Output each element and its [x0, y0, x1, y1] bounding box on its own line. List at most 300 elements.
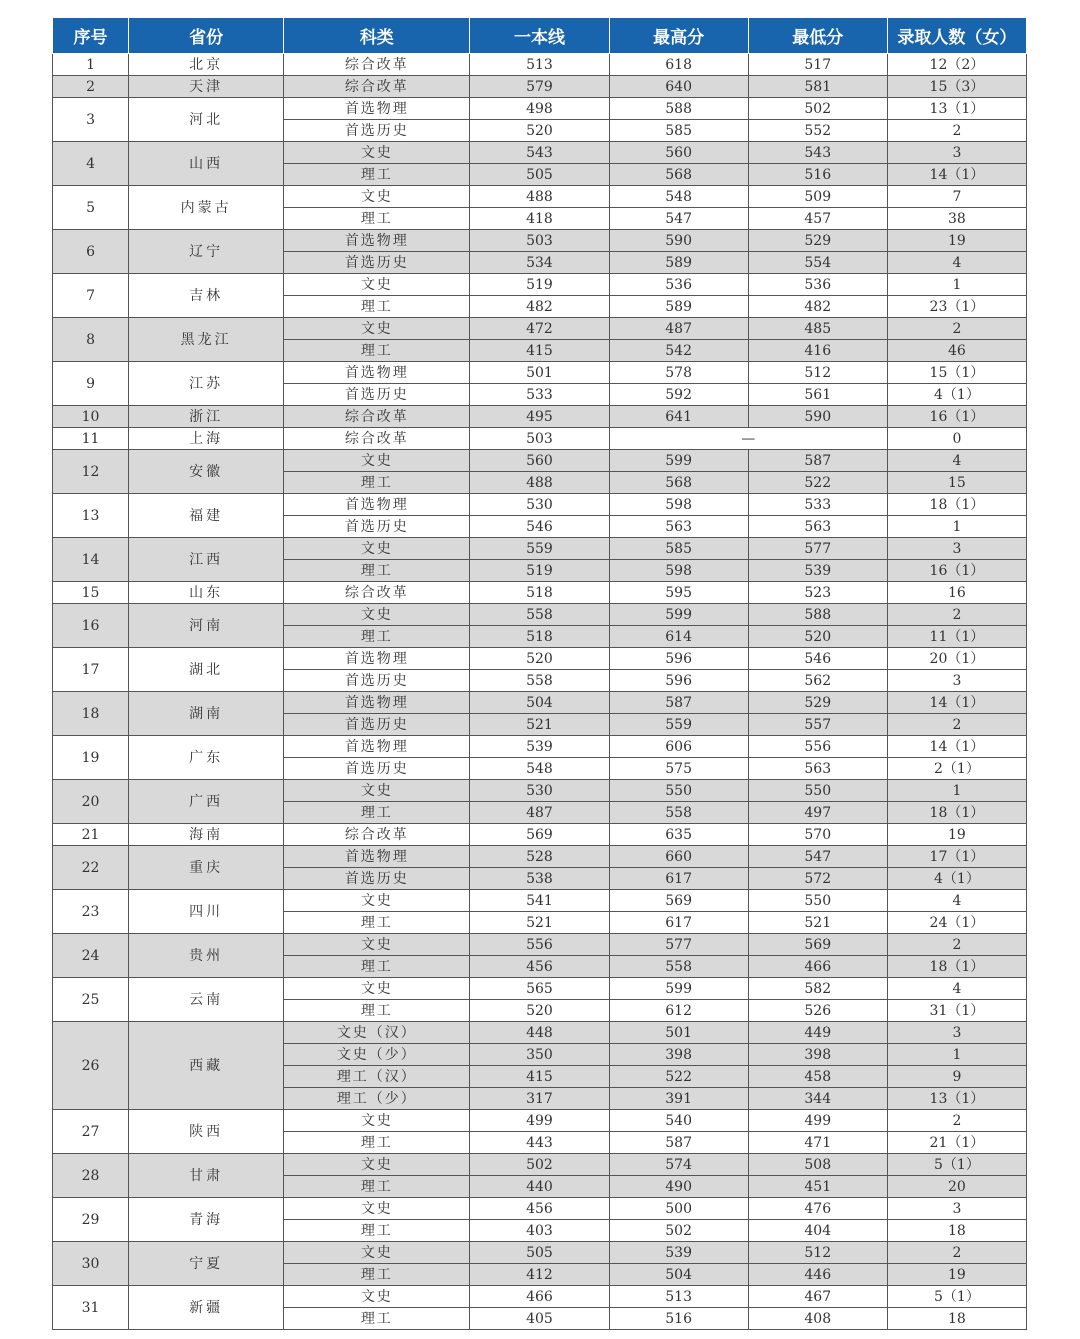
admission-score-table	[52, 17, 1027, 1330]
table-row	[53, 1242, 1027, 1264]
cell-max: 577	[609, 934, 748, 956]
cell-subject: 文史	[284, 538, 470, 560]
cell-max: 536	[609, 274, 748, 296]
cell-line: 520	[470, 120, 609, 142]
cell-admitted: 16	[887, 582, 1026, 604]
table-row	[53, 494, 1027, 516]
cell-admitted: 12（2）	[887, 54, 1026, 76]
cell-subject: 理工（汉）	[284, 1066, 470, 1088]
cell-admitted: 14（1）	[887, 164, 1026, 186]
province-group	[53, 76, 1027, 98]
cell-line: 505	[470, 164, 609, 186]
cell-province: 上海	[129, 428, 284, 450]
cell-admitted: 16（1）	[887, 406, 1026, 428]
cell-subject: 理工	[284, 626, 470, 648]
header-row	[53, 18, 1027, 54]
province-group	[53, 362, 1027, 406]
cell-line: 503	[470, 230, 609, 252]
cell-max: 513	[609, 1286, 748, 1308]
cell-subject: 文史	[284, 604, 470, 626]
cell-min: 516	[748, 164, 887, 186]
header-line: 一本线	[470, 18, 609, 54]
cell-line: 513	[470, 54, 609, 76]
cell-seq: 23	[53, 890, 129, 934]
cell-line: 412	[470, 1264, 609, 1286]
table-row	[53, 736, 1027, 758]
cell-province: 山东	[129, 582, 284, 604]
cell-subject: 文史	[284, 1242, 470, 1264]
cell-admitted: 17（1）	[887, 846, 1026, 868]
cell-min: 398	[748, 1044, 887, 1066]
cell-min: 533	[748, 494, 887, 516]
cell-subject: 理工	[284, 560, 470, 582]
cell-seq: 11	[53, 428, 129, 450]
table-row	[53, 1198, 1027, 1220]
cell-admitted: 19	[887, 824, 1026, 846]
cell-max: 587	[609, 1132, 748, 1154]
cell-admitted: 15（3）	[887, 76, 1026, 98]
cell-max: 587	[609, 692, 748, 714]
cell-min: 485	[748, 318, 887, 340]
cell-admitted: 2	[887, 318, 1026, 340]
cell-subject: 首选物理	[284, 846, 470, 868]
cell-subject: 首选历史	[284, 516, 470, 538]
cell-admitted: 1	[887, 274, 1026, 296]
cell-max: 588	[609, 98, 748, 120]
province-group	[53, 142, 1027, 186]
cell-province: 吉林	[129, 274, 284, 318]
cell-province: 新疆	[129, 1286, 284, 1330]
cell-subject: 理工	[284, 802, 470, 824]
cell-max: 540	[609, 1110, 748, 1132]
cell-min: 562	[748, 670, 887, 692]
cell-admitted: 3	[887, 538, 1026, 560]
cell-admitted: 15（1）	[887, 362, 1026, 384]
cell-admitted: 19	[887, 230, 1026, 252]
cell-line: 530	[470, 494, 609, 516]
header-min: 最低分	[748, 18, 887, 54]
cell-max: 599	[609, 978, 748, 1000]
cell-subject: 理工	[284, 1132, 470, 1154]
cell-subject: 理工	[284, 472, 470, 494]
cell-max: 568	[609, 164, 748, 186]
cell-admitted: 46	[887, 340, 1026, 362]
cell-max: 568	[609, 472, 748, 494]
province-group	[53, 406, 1027, 428]
cell-admitted: 18	[887, 1220, 1026, 1242]
province-group	[53, 494, 1027, 538]
province-group	[53, 934, 1027, 978]
cell-admitted: 16（1）	[887, 560, 1026, 582]
cell-line: 521	[470, 912, 609, 934]
cell-seq: 25	[53, 978, 129, 1022]
cell-province: 浙江	[129, 406, 284, 428]
cell-admitted: 4	[887, 890, 1026, 912]
cell-province: 海南	[129, 824, 284, 846]
table-row	[53, 1154, 1027, 1176]
province-group	[53, 824, 1027, 846]
table-row	[53, 582, 1027, 604]
province-group	[53, 604, 1027, 648]
cell-seq: 17	[53, 648, 129, 692]
cell-seq: 18	[53, 692, 129, 736]
cell-seq: 6	[53, 230, 129, 274]
cell-subject: 文史	[284, 1154, 470, 1176]
cell-min: 408	[748, 1308, 887, 1330]
cell-max: 398	[609, 1044, 748, 1066]
cell-subject: 首选历史	[284, 670, 470, 692]
cell-seq: 22	[53, 846, 129, 890]
cell-max: 490	[609, 1176, 748, 1198]
cell-line: 556	[470, 934, 609, 956]
cell-line: 482	[470, 296, 609, 318]
cell-seq: 3	[53, 98, 129, 142]
cell-min: 458	[748, 1066, 887, 1088]
cell-max: 574	[609, 1154, 748, 1176]
cell-admitted: 2	[887, 604, 1026, 626]
cell-min: 508	[748, 1154, 887, 1176]
cell-min: 526	[748, 1000, 887, 1022]
cell-min: 344	[748, 1088, 887, 1110]
cell-province: 宁夏	[129, 1242, 284, 1286]
cell-min: 499	[748, 1110, 887, 1132]
cell-province: 贵州	[129, 934, 284, 978]
cell-subject: 首选历史	[284, 714, 470, 736]
cell-line: 569	[470, 824, 609, 846]
cell-line: 501	[470, 362, 609, 384]
province-group	[53, 1154, 1027, 1198]
cell-province: 河北	[129, 98, 284, 142]
cell-seq: 15	[53, 582, 129, 604]
cell-line: 443	[470, 1132, 609, 1154]
cell-line: 456	[470, 956, 609, 978]
cell-line: 502	[470, 1154, 609, 1176]
cell-admitted: 31（1）	[887, 1000, 1026, 1022]
cell-line: 498	[470, 98, 609, 120]
cell-admitted: 1	[887, 516, 1026, 538]
cell-line: 530	[470, 780, 609, 802]
province-group	[53, 890, 1027, 934]
table-row	[53, 76, 1027, 98]
header-admitted: 录取人数（女）	[887, 18, 1026, 54]
cell-min: 581	[748, 76, 887, 98]
cell-subject: 综合改革	[284, 54, 470, 76]
cell-admitted: 13（1）	[887, 1088, 1026, 1110]
table-row	[53, 1110, 1027, 1132]
cell-min: 449	[748, 1022, 887, 1044]
cell-subject: 文史	[284, 450, 470, 472]
cell-min: 561	[748, 384, 887, 406]
cell-max: 501	[609, 1022, 748, 1044]
cell-province: 陕西	[129, 1110, 284, 1154]
cell-min: 502	[748, 98, 887, 120]
cell-subject: 文史	[284, 1198, 470, 1220]
cell-max: 660	[609, 846, 748, 868]
cell-subject: 首选历史	[284, 384, 470, 406]
cell-province: 青海	[129, 1198, 284, 1242]
cell-line: 579	[470, 76, 609, 98]
cell-admitted: 1	[887, 780, 1026, 802]
cell-subject: 理工	[284, 912, 470, 934]
cell-province: 广西	[129, 780, 284, 824]
cell-min: 471	[748, 1132, 887, 1154]
cell-max: 575	[609, 758, 748, 780]
cell-max: 578	[609, 362, 748, 384]
cell-admitted: 5（1）	[887, 1154, 1026, 1176]
cell-max: 563	[609, 516, 748, 538]
cell-min: 446	[748, 1264, 887, 1286]
cell-min: 550	[748, 890, 887, 912]
cell-max: 617	[609, 912, 748, 934]
cell-min: 563	[748, 758, 887, 780]
cell-max: 569	[609, 890, 748, 912]
cell-max: 550	[609, 780, 748, 802]
cell-max: 558	[609, 802, 748, 824]
cell-seq: 8	[53, 318, 129, 362]
table-row	[53, 538, 1027, 560]
cell-line: 503	[470, 428, 609, 450]
cell-min: 554	[748, 252, 887, 274]
cell-admitted: 7	[887, 186, 1026, 208]
cell-line: 519	[470, 274, 609, 296]
cell-max: 592	[609, 384, 748, 406]
cell-max: 558	[609, 956, 748, 978]
cell-province: 甘肃	[129, 1154, 284, 1198]
cell-subject: 综合改革	[284, 824, 470, 846]
table-row	[53, 186, 1027, 208]
cell-line: 495	[470, 406, 609, 428]
cell-subject: 首选物理	[284, 362, 470, 384]
cell-admitted: 4	[887, 978, 1026, 1000]
cell-subject: 理工	[284, 208, 470, 230]
cell-line: 415	[470, 1066, 609, 1088]
cell-province: 湖北	[129, 648, 284, 692]
cell-seq: 30	[53, 1242, 129, 1286]
cell-max: 585	[609, 538, 748, 560]
cell-line: 543	[470, 142, 609, 164]
cell-max: 500	[609, 1198, 748, 1220]
table-row	[53, 604, 1027, 626]
cell-min: 588	[748, 604, 887, 626]
cell-subject: 综合改革	[284, 428, 470, 450]
cell-min: 497	[748, 802, 887, 824]
province-group	[53, 428, 1027, 450]
cell-min: 482	[748, 296, 887, 318]
cell-subject: 理工	[284, 956, 470, 978]
cell-province: 西藏	[129, 1022, 284, 1110]
cell-subject: 综合改革	[284, 582, 470, 604]
cell-subject: 文史	[284, 978, 470, 1000]
cell-admitted: 14（1）	[887, 692, 1026, 714]
table-row	[53, 318, 1027, 340]
cell-min: 569	[748, 934, 887, 956]
cell-seq: 10	[53, 406, 129, 428]
cell-min: 587	[748, 450, 887, 472]
cell-min: 590	[748, 406, 887, 428]
cell-min: 563	[748, 516, 887, 538]
province-group	[53, 1242, 1027, 1286]
cell-subject: 文史	[284, 186, 470, 208]
cell-no-data: —	[609, 428, 887, 450]
cell-max: 596	[609, 648, 748, 670]
cell-max: 539	[609, 1242, 748, 1264]
cell-province: 江西	[129, 538, 284, 582]
cell-province: 云南	[129, 978, 284, 1022]
table-row	[53, 362, 1027, 384]
cell-admitted: 9	[887, 1066, 1026, 1088]
cell-subject: 理工	[284, 296, 470, 318]
cell-subject: 文史	[284, 1110, 470, 1132]
cell-admitted: 4	[887, 252, 1026, 274]
cell-seq: 19	[53, 736, 129, 780]
table-row	[53, 890, 1027, 912]
cell-line: 533	[470, 384, 609, 406]
province-group	[53, 1022, 1027, 1110]
cell-max: 516	[609, 1308, 748, 1330]
cell-max: 522	[609, 1066, 748, 1088]
cell-max: 590	[609, 230, 748, 252]
cell-admitted: 20（1）	[887, 648, 1026, 670]
cell-line: 520	[470, 1000, 609, 1022]
cell-line: 534	[470, 252, 609, 274]
cell-min: 517	[748, 54, 887, 76]
table-row	[53, 98, 1027, 120]
cell-subject: 文史	[284, 1286, 470, 1308]
cell-min: 546	[748, 648, 887, 670]
province-group	[53, 736, 1027, 780]
cell-province: 内蒙古	[129, 186, 284, 230]
cell-min: 552	[748, 120, 887, 142]
cell-max: 614	[609, 626, 748, 648]
cell-line: 519	[470, 560, 609, 582]
cell-seq: 29	[53, 1198, 129, 1242]
cell-subject: 首选物理	[284, 494, 470, 516]
cell-max: 589	[609, 252, 748, 274]
cell-min: 547	[748, 846, 887, 868]
cell-min: 523	[748, 582, 887, 604]
cell-min: 536	[748, 274, 887, 296]
cell-max: 548	[609, 186, 748, 208]
cell-seq: 13	[53, 494, 129, 538]
cell-subject: 理工	[284, 1264, 470, 1286]
cell-min: 529	[748, 230, 887, 252]
cell-min: 476	[748, 1198, 887, 1220]
cell-line: 415	[470, 340, 609, 362]
cell-province: 江苏	[129, 362, 284, 406]
cell-min: 520	[748, 626, 887, 648]
table-header	[53, 18, 1027, 54]
cell-admitted: 21（1）	[887, 1132, 1026, 1154]
cell-subject: 首选物理	[284, 736, 470, 758]
cell-subject: 理工	[284, 164, 470, 186]
cell-min: 556	[748, 736, 887, 758]
cell-max: 617	[609, 868, 748, 890]
cell-max: 504	[609, 1264, 748, 1286]
cell-line: 546	[470, 516, 609, 538]
cell-line: 403	[470, 1220, 609, 1242]
cell-max: 598	[609, 560, 748, 582]
cell-min: 582	[748, 978, 887, 1000]
cell-province: 河南	[129, 604, 284, 648]
cell-line: 520	[470, 648, 609, 670]
cell-subject: 文史	[284, 780, 470, 802]
table-row	[53, 692, 1027, 714]
cell-line: 518	[470, 582, 609, 604]
cell-max: 542	[609, 340, 748, 362]
cell-subject: 首选物理	[284, 230, 470, 252]
cell-line: 548	[470, 758, 609, 780]
cell-seq: 27	[53, 1110, 129, 1154]
cell-line: 418	[470, 208, 609, 230]
cell-province: 湖南	[129, 692, 284, 736]
province-group	[53, 1286, 1027, 1330]
cell-max: 606	[609, 736, 748, 758]
cell-subject: 理工（少）	[284, 1088, 470, 1110]
table-row	[53, 648, 1027, 670]
cell-line: 521	[470, 714, 609, 736]
cell-line: 560	[470, 450, 609, 472]
province-group	[53, 692, 1027, 736]
table-row	[53, 1286, 1027, 1308]
cell-seq: 5	[53, 186, 129, 230]
cell-admitted: 3	[887, 670, 1026, 692]
cell-admitted: 18（1）	[887, 956, 1026, 978]
cell-subject: 首选物理	[284, 648, 470, 670]
province-group	[53, 98, 1027, 142]
cell-admitted: 0	[887, 428, 1026, 450]
cell-province: 重庆	[129, 846, 284, 890]
province-group	[53, 780, 1027, 824]
cell-max: 559	[609, 714, 748, 736]
cell-province: 北京	[129, 54, 284, 76]
cell-seq: 12	[53, 450, 129, 494]
cell-admitted: 2	[887, 1242, 1026, 1264]
cell-line: 456	[470, 1198, 609, 1220]
province-group	[53, 978, 1027, 1022]
cell-line: 350	[470, 1044, 609, 1066]
province-group	[53, 54, 1027, 76]
cell-line: 504	[470, 692, 609, 714]
table-row	[53, 142, 1027, 164]
cell-admitted: 18（1）	[887, 802, 1026, 824]
province-group	[53, 846, 1027, 890]
province-group	[53, 1110, 1027, 1154]
table-row	[53, 54, 1027, 76]
cell-line: 488	[470, 472, 609, 494]
cell-subject: 综合改革	[284, 406, 470, 428]
cell-admitted: 2（1）	[887, 758, 1026, 780]
cell-subject: 文史	[284, 890, 470, 912]
cell-province: 四川	[129, 890, 284, 934]
cell-province: 安徽	[129, 450, 284, 494]
cell-line: 558	[470, 604, 609, 626]
cell-admitted: 13（1）	[887, 98, 1026, 120]
cell-admitted: 19	[887, 1264, 1026, 1286]
province-group	[53, 648, 1027, 692]
cell-admitted: 23（1）	[887, 296, 1026, 318]
cell-seq: 24	[53, 934, 129, 978]
cell-province: 山西	[129, 142, 284, 186]
cell-subject: 文史	[284, 318, 470, 340]
cell-line: 499	[470, 1110, 609, 1132]
cell-subject: 理工	[284, 1000, 470, 1022]
cell-min: 522	[748, 472, 887, 494]
cell-seq: 20	[53, 780, 129, 824]
cell-line: 538	[470, 868, 609, 890]
cell-max: 640	[609, 76, 748, 98]
cell-min: 466	[748, 956, 887, 978]
table-row	[53, 846, 1027, 868]
